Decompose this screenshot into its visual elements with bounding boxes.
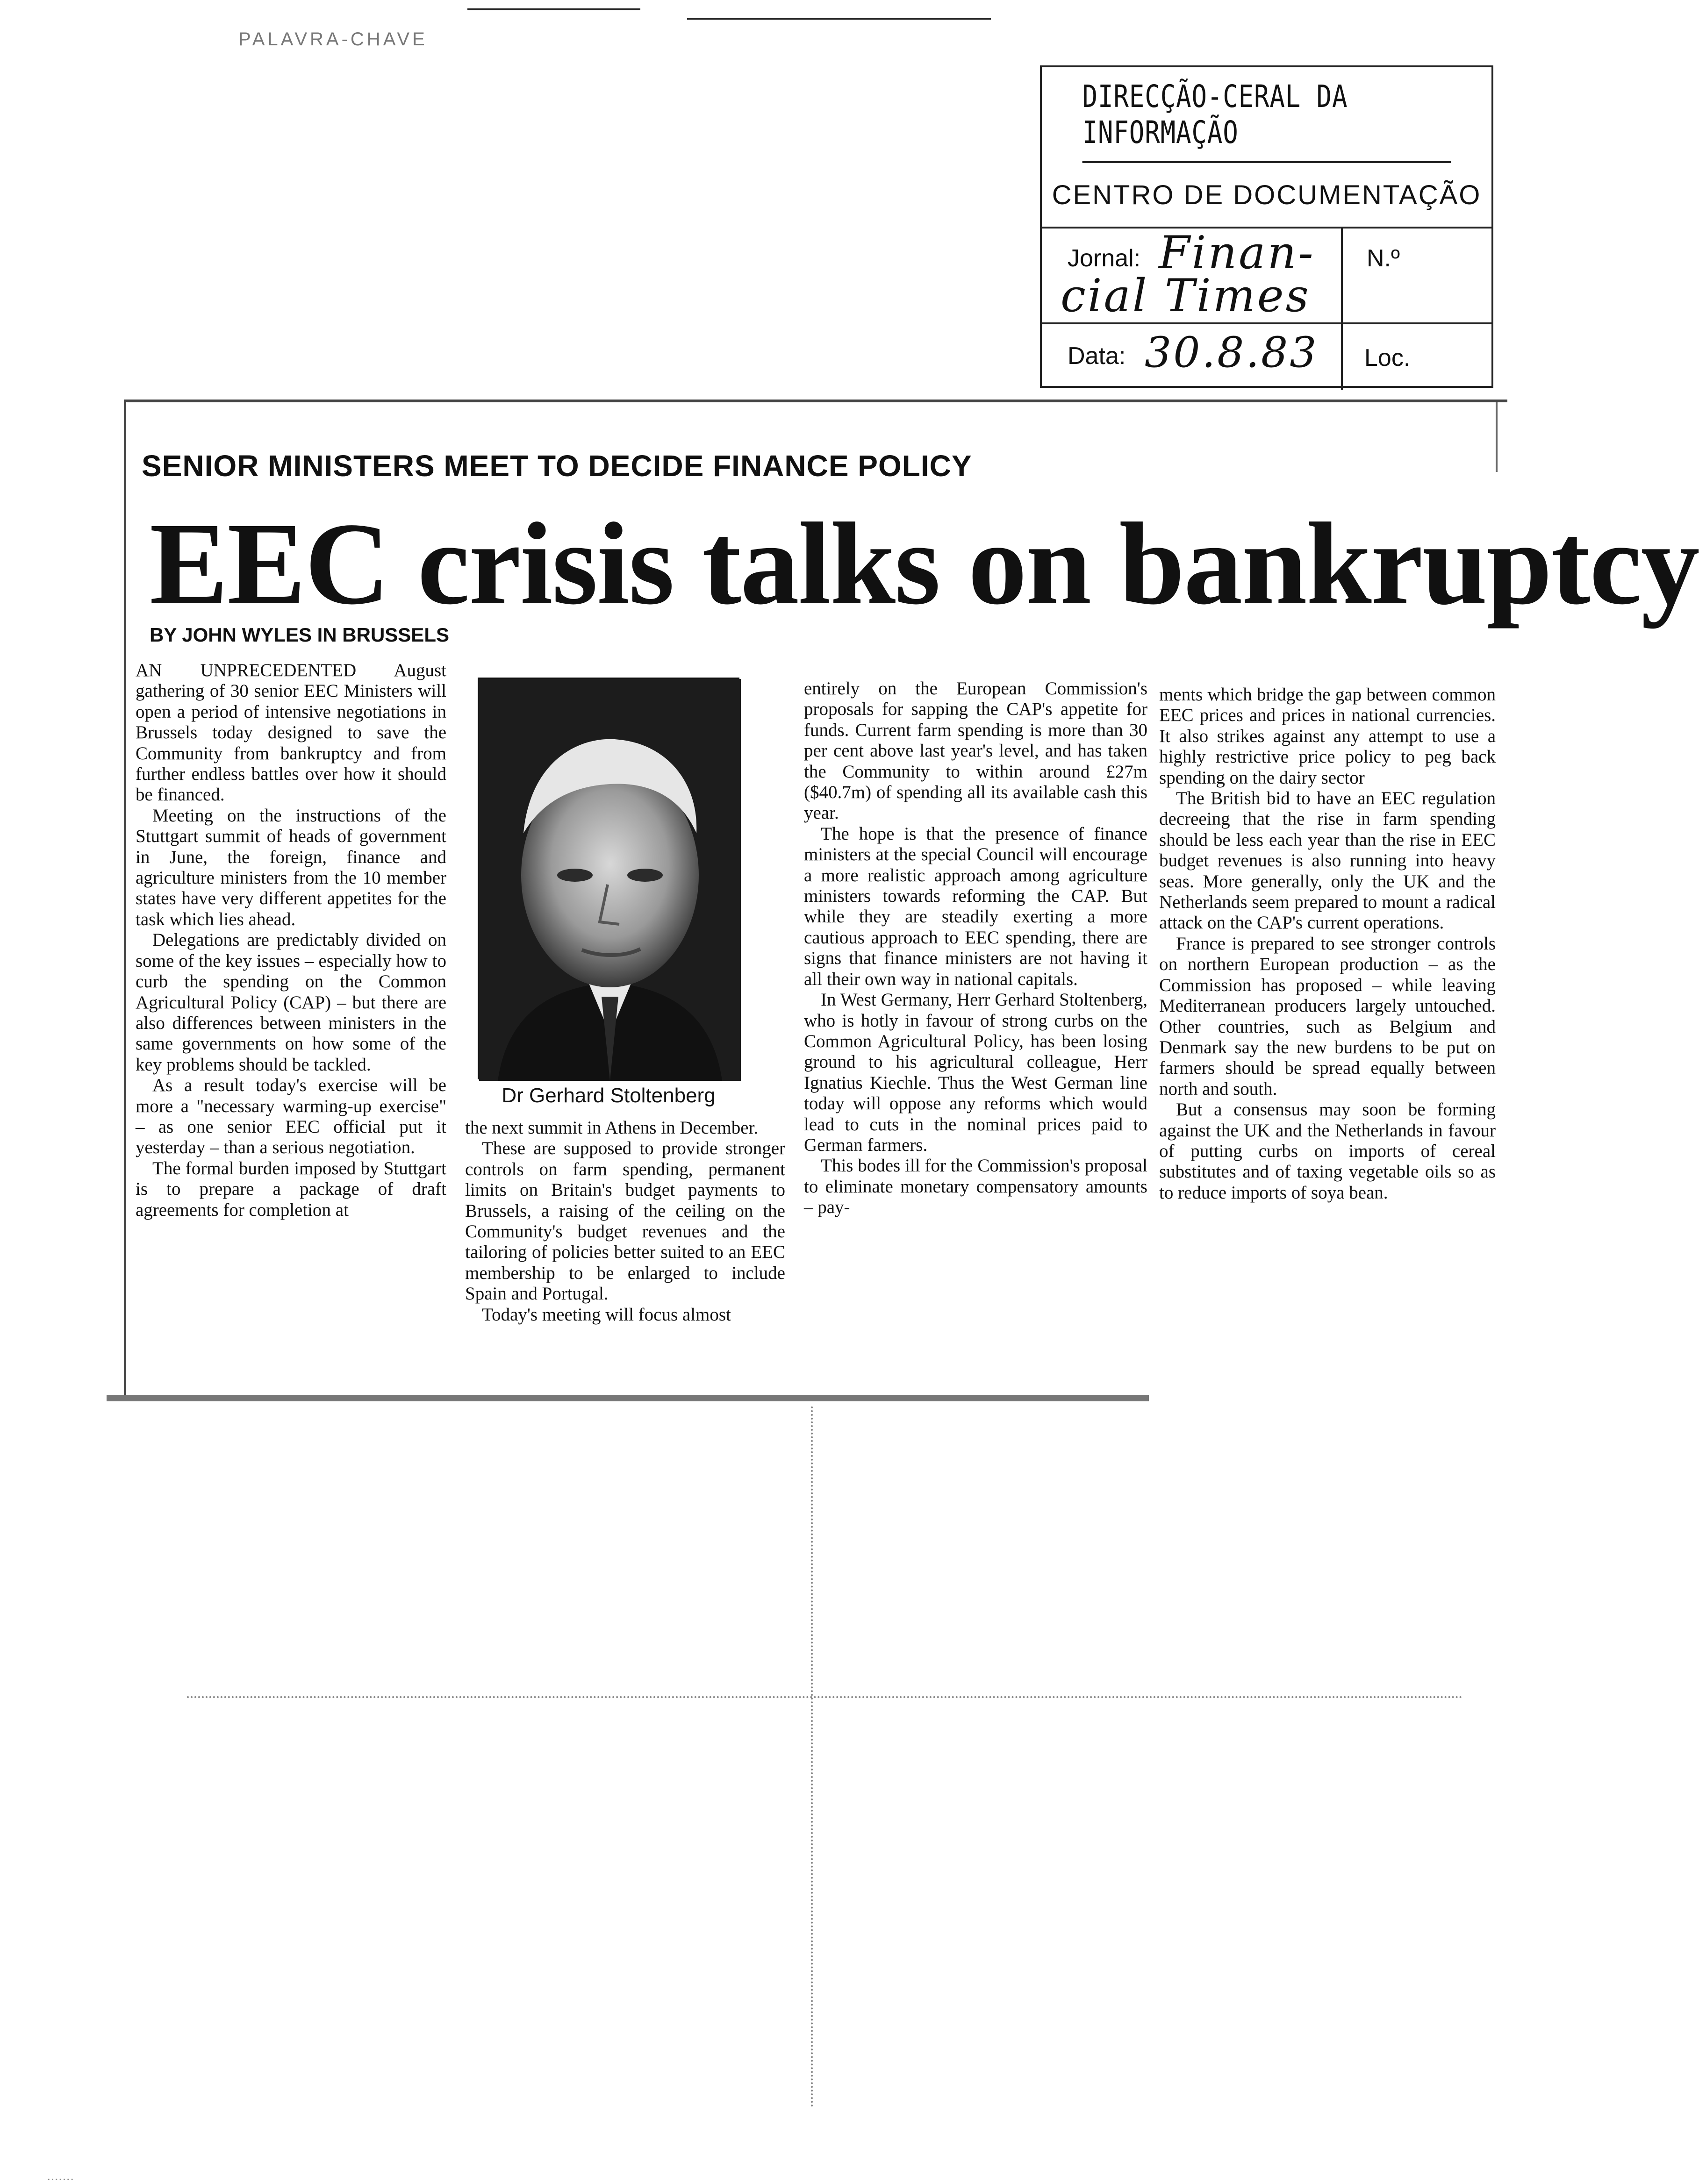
article-column-3	[804, 678, 1147, 1218]
article-byline: BY JOHN WYLES IN BRUSSELS	[150, 624, 449, 646]
col1-paragraph: Meeting on the instructions of the Stuttgart summit of heads of government in June, the foreign, finance and agriculture ministers from the 10 member states have very different appetites for the task which lies ahead.	[136, 805, 446, 929]
article-kicker: SENIOR MINISTERS MEET TO DECIDE FINANCE POLICY	[142, 449, 972, 483]
stamp-jornal-value-line1: Finan-	[1159, 227, 1315, 279]
col1-paragraph: Delegations are predictably divided on some of the key issues – especially how to curb the spending on the Common Agricultural Policy (CAP) – but there are also differences between ministers in the same governments on how some of the key problems should be tackled.	[136, 930, 446, 1075]
article-column-2	[465, 1118, 785, 1325]
stoltenberg-photo	[478, 678, 739, 1079]
col2-paragraph: These are supposed to provide stronger controls on farm spending, permanent limits on Britain's budget payments to Brussels, a raising of the ceiling on the Community's budget revenues and the tailoring of policies better suited to an EEC membership to be enlarged to include Spain and Portugal.	[465, 1138, 785, 1304]
article-column-4	[1159, 685, 1496, 1203]
stamp-title: DIRECÇÃO-CERAL DA INFORMAÇÃO	[1082, 67, 1451, 163]
col2-paragraph: the next summit in Athens in December.	[465, 1118, 759, 1138]
stamp-data-divider	[1341, 324, 1343, 390]
col3-paragraph: The hope is that the presence of finance ministers at the special Council will encourage a more realistic approach among agriculture ministers towards reforming the CAP. But while they are steadily exerting a more cautious approach to EEC spending, there are signs that finance ministers are not having it all their own way in national capitals.	[804, 823, 1147, 989]
stamp-data-row	[1042, 324, 1491, 390]
clipping-border-bottom	[107, 1395, 1149, 1401]
col1-paragraph: As a result today's exercise will be more a "necessary warming-up exercise" – as one senior EEC official put it yesterday – than a serious negotiation.	[136, 1075, 446, 1158]
article-headline: EEC crisis talks on bankruptcy	[150, 498, 1699, 629]
stamp-data-label: Data:	[1068, 343, 1126, 370]
sheet-guide-horizontal	[187, 1696, 1463, 1698]
portrait-image	[479, 679, 741, 1081]
bottom-mark: .......	[47, 2168, 74, 2184]
col4-paragraph: But a consensus may soon be forming against the UK and the Netherlands in favour of putting curbs on imports of cereal substitutes and of taxing vegetable oils so as to reduce imports of soya bean.	[1159, 1099, 1496, 1203]
col3-paragraph: In West Germany, Herr Gerhard Stoltenberg, who is hotly in favour of strong curbs on the Common Agricultural Policy, has been losing ground to his agricultural colleague, Herr Ignatius Kiechle. Thus the West German line today will oppose any reforms which would lead to cuts in the nominal prices paid to German farmers.	[804, 990, 1147, 1155]
documentation-stamp	[1040, 65, 1493, 388]
col4-paragraph: France is prepared to see stronger controls on northern European production – as the Commission has proposed – while leaving Mediterranean producers largely untouched. Other countries, such as Belgium and Denmark say the new burdens to be put on farmers should be spread equally between north and south.	[1159, 933, 1496, 1099]
stamp-jornal-value-line2: cial Times	[1061, 270, 1311, 322]
stamp-jornal-row	[1042, 228, 1491, 324]
stamp-subtitle: CENTRO DE DOCUMENTAÇÃO	[1042, 163, 1491, 228]
clipping-border-left	[124, 400, 126, 1399]
col1-paragraph: AN UNPRECEDENTED August gathering of 30 senior EEC Ministers will open a period of intensive negotiations in Brussels today designed to save the Community from bankruptcy and from further endless battles over how it should be financed.	[136, 660, 446, 805]
stamp-loc-label: Loc.	[1364, 344, 1411, 371]
top-rule-right	[687, 18, 991, 20]
top-label: PALAVRA-CHAVE	[238, 29, 428, 50]
col4-paragraph: ments which bridge the gap between common EEC prices and prices in national currencies. It also strikes against any attempt to use a highly restrictive price policy to peg back spending on the dairy sector	[1159, 685, 1496, 788]
sheet-guide-vertical	[811, 1406, 813, 2107]
stamp-data-value: 30.8.83	[1145, 328, 1319, 377]
col2-paragraph: Today's meeting will focus almost	[482, 1304, 731, 1325]
col4-paragraph: The British bid to have an EEC regulation decreeing that the rise in farm spending should be less each year than the rise in EEC budget revenues is also running into heavy seas. More generally, only the UK and the Netherlands seem prepared to mount a radical attack on the CAP's current operations.	[1159, 788, 1496, 933]
article-column-1	[136, 660, 446, 1220]
stamp-numero-label: N.º	[1367, 245, 1400, 272]
photo-caption: Dr Gerhard Stoltenberg	[502, 1084, 716, 1107]
col3-paragraph: This bodes ill for the Commission's proposal to eliminate monetary compensatory amounts – pay-	[804, 1156, 1147, 1218]
col1-paragraph: The formal burden imposed by Stuttgart is to prepare a package of draft agreements for completion at	[136, 1158, 446, 1220]
stamp-jornal-divider	[1341, 228, 1343, 324]
clipping-border-right	[1496, 402, 1498, 472]
top-rule-left	[467, 8, 640, 10]
clipping-border-top	[124, 400, 1507, 402]
stamp-jornal-label: Jornal:	[1068, 245, 1141, 272]
col3-paragraph: entirely on the European Commission's proposals for sapping the CAP's appetite for funds. Current farm spending is more than 30 per cent above last year's level, and has taken the Community to within around £27m ($40.7m) of spending all its available cash this year.	[804, 678, 1147, 823]
